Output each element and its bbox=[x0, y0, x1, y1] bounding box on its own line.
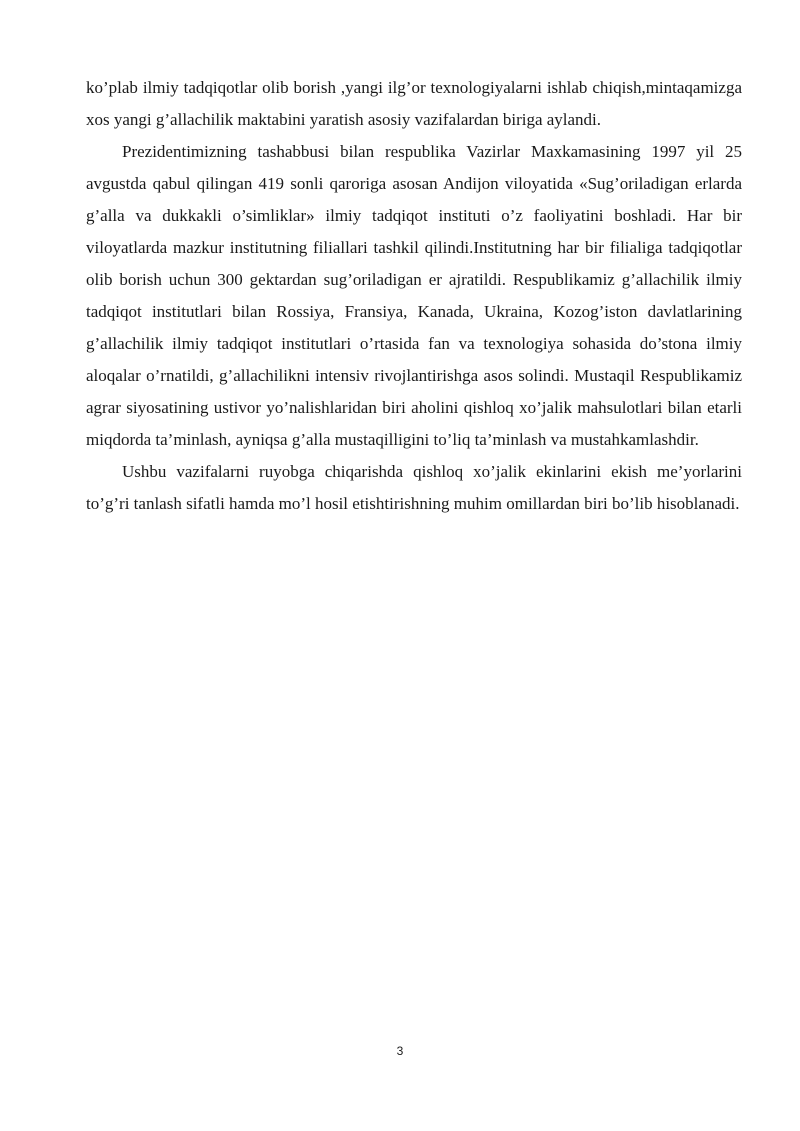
document-body bbox=[86, 72, 742, 520]
paragraph-continuation: ko’plab ilmiy tadqiqotlar olib borish ,yangi ilg’or texnologiyalarni ishlab chiqish,mintaqamizga xos yangi g’allachilik maktabini yaratish asosiy vazifalardan biriga aylandi. bbox=[86, 78, 742, 129]
page-number: 3 bbox=[396, 1044, 404, 1058]
paragraph-sowing-norms: Ushbu vazifalarni ruyobga chiqarishda qishloq xo’jalik ekinlarini ekish me’yorlarini to’g’ri tanlash sifatli hamda mo’l hosil etishtirishning muhim omillardan biri bo’lib hisoblanadi. bbox=[86, 462, 742, 513]
paragraph-institute: Prezidentimizning tashabbusi bilan respublika Vazirlar Maxkamasining 1997 yil 25 avgustda qabul qilingan 419 sonli qaroriga asosan Andijon viloyatida «Sug’oriladigan erlarda g’alla va dukkakli o’simliklar» ilmiy tadqiqot instituti o’z faoliyatini boshladi. Har bir viloyatlarda mazkur institutning filiallari tashkil qilindi.Institutning har bir filialiga tadqiqotlar olib borish uchun 300 gektardan sug’oriladigan er ajratildi. Respublikamiz g’allachilik ilmiy tadqiqot institutlari bilan Rossiya, Fransiya, Kanada, Ukraina, Kozog’iston davlatlarining g’allachilik ilmiy tadqiqot institutlari o’rtasida fan va texnologiya sohasida do’stona ilmiy aloqalar o’rnatildi, g’allachilikni intensiv rivojlantirishga asos solindi. Mustaqil Respublikamiz agrar siyosatining ustivor yo’nalishlaridan biri aholini qishloq xo’jalik mahsulotlari bilan etarli miqdorda ta’minlash, ayniqsa g’alla mustaqilligini to’liq ta’minlash va mustahkamlashdir. bbox=[86, 142, 742, 449]
